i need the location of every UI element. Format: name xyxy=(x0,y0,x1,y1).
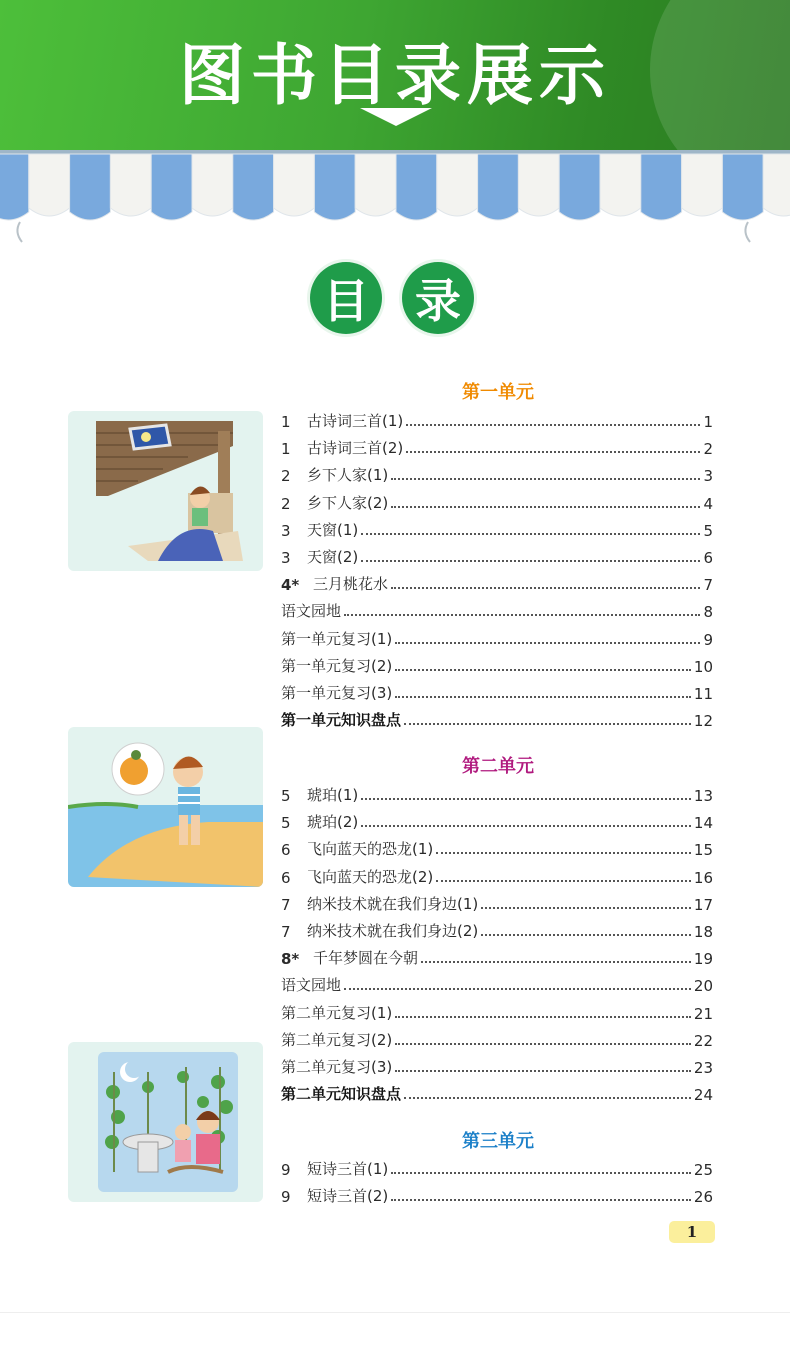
page-number: 21 xyxy=(693,1004,713,1023)
page-number: 6 xyxy=(703,549,713,567)
lesson-number: 6 xyxy=(281,868,291,887)
lesson-title: 纳米技术就在我们身边(2) xyxy=(307,922,479,940)
lesson-title: 短诗三首(2) xyxy=(307,1187,389,1206)
lesson-number: 3 xyxy=(281,521,291,540)
dot-leader xyxy=(436,880,691,882)
page-number: 7 xyxy=(703,576,713,595)
lesson-title: 第二单元复习(3) xyxy=(281,1058,393,1076)
lesson-title: 第二单元复习(2) xyxy=(281,1030,393,1049)
dot-leader xyxy=(395,696,691,698)
toc-entry[interactable] xyxy=(281,599,713,621)
lesson-number: 6 xyxy=(281,841,291,860)
header-banner xyxy=(0,0,790,150)
page-number: 20 xyxy=(693,977,713,996)
dot-leader xyxy=(395,669,691,671)
lesson-title: 千年梦圆在今朝 xyxy=(313,949,419,968)
dot-leader xyxy=(436,852,691,854)
page-number: 1 xyxy=(703,413,713,431)
page-number: 17 xyxy=(693,895,713,914)
illustration-boy-beach xyxy=(68,727,263,887)
lesson-number: 9 xyxy=(281,1161,291,1179)
dot-leader xyxy=(361,798,691,800)
lesson-title: 第一单元复习(2) xyxy=(281,656,393,675)
toc-entry[interactable] xyxy=(281,837,713,859)
dot-leader xyxy=(395,1016,691,1018)
page-number: 11 xyxy=(693,685,713,703)
toc-entry[interactable] xyxy=(281,1157,713,1179)
toc-entry[interactable] xyxy=(281,654,713,676)
toc-entry[interactable] xyxy=(281,1184,713,1206)
toc-entry[interactable] xyxy=(281,946,713,968)
lesson-title: 第二单元复习(1) xyxy=(281,1003,393,1022)
lesson-title: 天窗(2) xyxy=(307,548,359,566)
dot-leader xyxy=(481,907,691,909)
lesson-number: 1 xyxy=(281,440,291,459)
dot-leader xyxy=(344,988,691,990)
lesson-title: 第一单元复习(1) xyxy=(281,629,393,648)
dot-leader xyxy=(391,587,700,589)
dot-leader xyxy=(404,1097,691,1099)
toc-entry[interactable] xyxy=(281,436,713,458)
dot-leader xyxy=(361,533,700,535)
dot-leader xyxy=(421,961,691,963)
toc-title-char-2: 录 xyxy=(402,262,474,334)
toc-entry[interactable] xyxy=(281,463,713,485)
lesson-title: 天窗(1) xyxy=(307,520,359,539)
lesson-number: 8* xyxy=(281,950,300,969)
toc-entry[interactable] xyxy=(281,545,713,567)
lesson-number: 9 xyxy=(281,1188,291,1207)
page-number: 4 xyxy=(703,494,713,513)
toc-entry[interactable] xyxy=(281,627,713,649)
page-number: 5 xyxy=(703,521,713,540)
page-number-badge: 1 xyxy=(669,1221,715,1243)
lesson-title: 琥珀(1) xyxy=(307,786,359,804)
lesson-title: 飞向蓝天的恐龙(1) xyxy=(307,840,434,859)
lesson-title: 飞向蓝天的恐龙(2) xyxy=(307,867,434,886)
page-number: 22 xyxy=(693,1031,713,1050)
dot-leader xyxy=(361,560,700,562)
toc-entry[interactable] xyxy=(281,892,713,914)
page-number: 23 xyxy=(693,1059,713,1077)
lesson-title: 第一单元知识盘点 xyxy=(281,711,402,730)
dot-leader xyxy=(395,1043,691,1045)
page-number: 25 xyxy=(693,1161,713,1179)
lesson-title: 语文园地 xyxy=(281,602,342,621)
page-number: 2 xyxy=(703,440,713,459)
lesson-title: 语文园地 xyxy=(281,976,342,995)
dot-leader xyxy=(391,506,700,508)
toc-entry[interactable] xyxy=(281,409,713,431)
unit-title: 第二单元 xyxy=(462,756,534,777)
lesson-number: 3 xyxy=(281,549,291,567)
toc-entry[interactable] xyxy=(281,973,713,995)
dot-leader xyxy=(391,478,700,480)
toc-entry[interactable] xyxy=(281,783,713,805)
lesson-title: 第一单元复习(3) xyxy=(281,684,393,702)
lesson-number: 2 xyxy=(281,467,291,486)
page-number: 3 xyxy=(703,467,713,486)
toc-entry[interactable] xyxy=(281,708,713,730)
dot-leader xyxy=(395,1070,691,1072)
page-number: 13 xyxy=(693,787,713,805)
dot-leader xyxy=(395,642,700,644)
page-number: 24 xyxy=(693,1086,713,1105)
lesson-title: 古诗词三首(1) xyxy=(307,412,404,430)
toc-entry[interactable] xyxy=(281,572,713,594)
toc-entry[interactable] xyxy=(281,865,713,887)
divider xyxy=(0,1312,790,1313)
page-title: 图书目录展示 xyxy=(179,37,611,114)
lesson-title: 乡下人家(2) xyxy=(307,493,389,512)
toc-entry[interactable] xyxy=(281,1001,713,1023)
lesson-number: 7 xyxy=(281,895,291,914)
page-number: 8 xyxy=(703,603,713,622)
lesson-number: 2 xyxy=(281,494,291,513)
down-arrow-icon xyxy=(360,108,432,126)
lesson-number: 1 xyxy=(281,413,291,431)
page-number: 12 xyxy=(693,712,713,731)
toc-entry[interactable] xyxy=(281,518,713,540)
page-number: 10 xyxy=(693,657,713,676)
page-number: 18 xyxy=(693,923,713,941)
lesson-number: 5 xyxy=(281,814,291,833)
toc-entry[interactable] xyxy=(281,1055,713,1077)
dot-leader xyxy=(361,825,691,827)
dot-leader xyxy=(406,451,700,453)
toc-entry[interactable] xyxy=(281,491,713,513)
dot-leader xyxy=(406,424,700,426)
awning-decoration xyxy=(0,150,790,250)
lesson-title: 古诗词三首(2) xyxy=(307,439,404,458)
page-number: 16 xyxy=(693,868,713,887)
unit-title: 第三单元 xyxy=(462,1131,534,1152)
lesson-title: 第二单元知识盘点 xyxy=(281,1085,402,1104)
dot-leader xyxy=(391,1199,691,1201)
page-number: 15 xyxy=(693,841,713,860)
toc-entry[interactable] xyxy=(281,1082,713,1104)
page-number: 9 xyxy=(703,630,713,649)
lesson-title: 纳米技术就在我们身边(1) xyxy=(307,894,479,913)
lesson-number: 4* xyxy=(281,576,300,595)
lesson-title: 短诗三首(1) xyxy=(307,1160,389,1178)
dot-leader xyxy=(404,723,691,725)
toc-title-char-1: 目 xyxy=(310,262,382,334)
lesson-number: 5 xyxy=(281,787,291,805)
page-number: 14 xyxy=(693,814,713,833)
toc-entry[interactable] xyxy=(281,681,713,703)
dot-leader xyxy=(391,1172,691,1174)
toc-entry[interactable] xyxy=(281,919,713,941)
unit-title: 第一单元 xyxy=(462,382,534,403)
lesson-title: 乡下人家(1) xyxy=(307,466,389,485)
lesson-number: 7 xyxy=(281,923,291,941)
page-number: 19 xyxy=(693,950,713,969)
dot-leader xyxy=(344,614,700,616)
illustration-garden-night xyxy=(68,1042,263,1202)
lesson-title: 琥珀(2) xyxy=(307,813,359,832)
toc-entry[interactable] xyxy=(281,810,713,832)
illustration-attic-skylight xyxy=(68,411,263,571)
toc-entry[interactable] xyxy=(281,1028,713,1050)
lesson-title: 三月桃花水 xyxy=(313,575,389,594)
page-number: 26 xyxy=(693,1188,713,1207)
dot-leader xyxy=(481,934,691,936)
